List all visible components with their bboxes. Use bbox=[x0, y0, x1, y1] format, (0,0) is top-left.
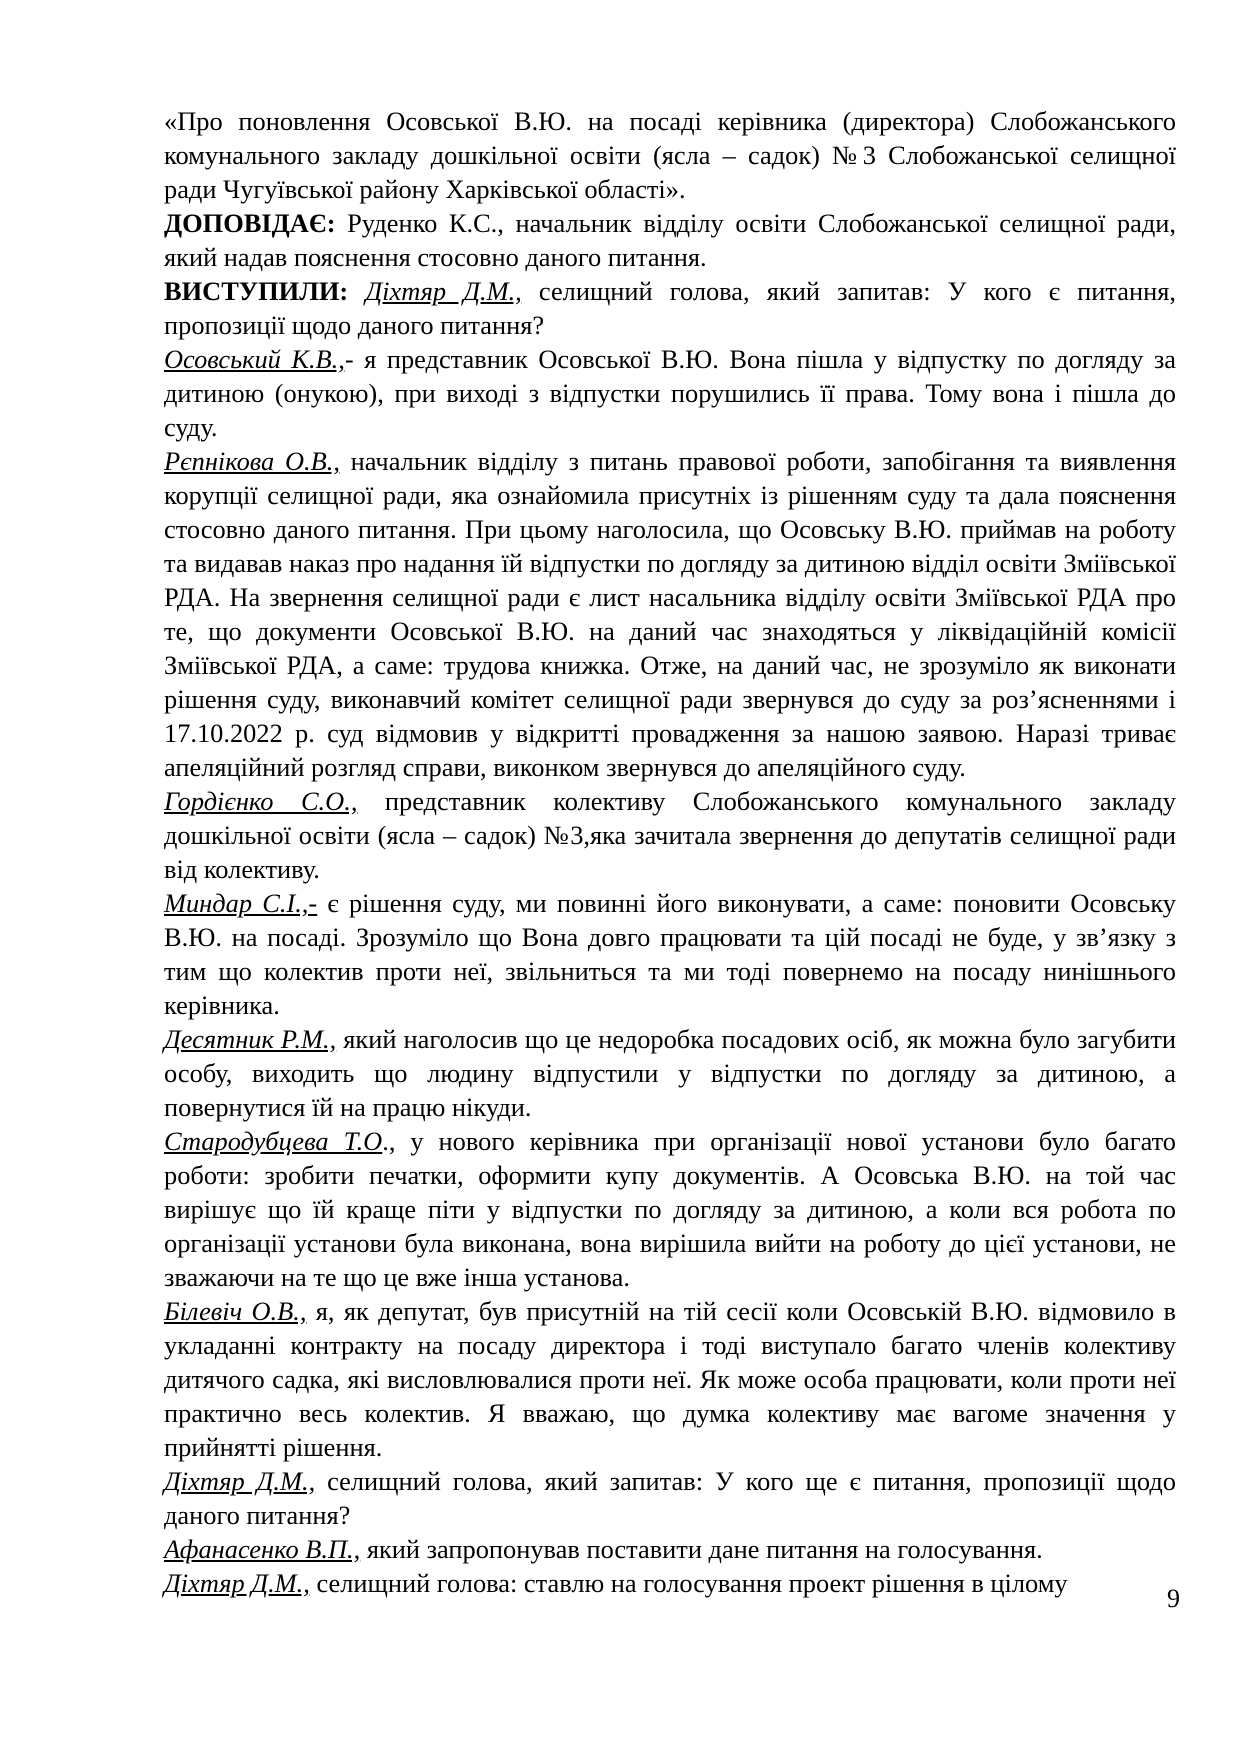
paragraph-speaker: Діхтяр Д.М., селищний голова: ставлю на голосування проект рішення в цілому bbox=[164, 1568, 1068, 1598]
speaker-name: Діхтяр Д.М., bbox=[365, 276, 522, 306]
label-speakers: ВИСТУПИЛИ: bbox=[164, 276, 366, 306]
paragraph-speakers-header: ВИСТУПИЛИ: Діхтяр Д.М., селищний голова, який запитав: У кого є питання, пропозиції щодо даного питання? bbox=[164, 276, 1176, 340]
paragraph-speaker: Десятник Р.М., який наголосив що це недоробка посадових осіб, як можна було загубити особу, виходить що людину відпустили у відпустки по догляду за дитиною, а повернутися їй на працю нікуди. bbox=[164, 1024, 1176, 1122]
speaker-name: Десятник Р.М., bbox=[164, 1024, 337, 1054]
speaker-name: Осовський К.В., bbox=[164, 344, 345, 374]
speaker-name: Гордієнко С.О., bbox=[164, 786, 358, 816]
paragraph-speaker: Гордієнко С.О., представник колективу Слобожанського комунального закладу дошкільної освіти (ясла – садок) №3,яка зачитала звернення до депутатів селищної ради від колективу. bbox=[164, 786, 1176, 884]
page-number: 9 bbox=[1167, 1584, 1180, 1613]
speaker-name: Миндар С.І.,- bbox=[164, 888, 318, 918]
paragraph-speaker: Рєпнікова О.В., начальник відділу з питань правової роботи, запобігання та виявлення корупції селищної ради, яка ознайомила присутніх із рішенням суду та дала пояснення стосовно даного питання. При цьому наголосила, що Осовську В.Ю. приймав на роботу та видавав наказ про надання їй відпустки по догляду за дитиною відділ освіти Зміївської РДА. На звернення селищної ради є лист насальника відділу освіти Зміївської РДА про те, що документи Осовської В.Ю. на даний час знаходяться у ліквідаційній комісії Зміївської РДА, а саме: трудова книжка. Отже, на даний час, не зрозуміло як виконати рішення суду, виконавчий комітет селищної ради звернувся до суду за роз’ясненнями і 17.10.2022 р. суд відмовив у відкритті провадження за нашою заявою. Наразі триває апеляційний розгляд справи, виконком звернувся до апеляційного суду. bbox=[164, 446, 1176, 782]
speaker-name: Стародубцева Т.О bbox=[164, 1126, 383, 1156]
speaker-name: Діхтяр Д.М., bbox=[164, 1466, 316, 1496]
speaker-name: Діхтяр Д.М., bbox=[164, 1568, 310, 1598]
speaker-name: Білевіч О.В., bbox=[164, 1296, 307, 1326]
paragraph-speaker: Стародубцева Т.О., у нового керівника при організації нової установи було багато роботи: зробити печатки, оформити купу документів. А Осовська В.Ю. на той час вирішує що їй краще піти у відпустки по догляду за дитиною, а коли вся робота по організації установи була виконана, вона вирішила вийти на роботу до цієї установи, не зважаючи на те що це вже інша установа. bbox=[164, 1126, 1176, 1292]
paragraph-speaker: Миндар С.І.,- є рішення суду, ми повинні його виконувати, а саме: поновити Осовську В.Ю. на посаді. Зрозуміло що Вона довго працювати та цій посаді не буде, у зв’язку з тим що колектив проти неї, звільниться та ми тоді повернемо на посаду нинішнього керівника. bbox=[164, 888, 1176, 1020]
label-reporting: ДОПОВІДАЄ: bbox=[164, 208, 348, 238]
paragraph-speaker: Афанасенко В.П., який запропонував поставити дане питання на голосування. bbox=[164, 1534, 1043, 1564]
paragraph-agenda-item: «Про поновлення Осовської В.Ю. на посаді керівника (директора) Слобожанського комунального закладу дошкільної освіти (ясла – садок) №3 Слобожанської селищної ради Чугуївської району Харківської області». bbox=[164, 106, 1176, 204]
speaker-name: Афанасенко В.П., bbox=[164, 1534, 361, 1564]
paragraph-reporter: ДОПОВІДАЄ: Руденко К.С., начальник відділу освіти Слобожанської селищної ради, який надав пояснення стосовно даного питання. bbox=[164, 208, 1176, 272]
paragraph-speaker: Діхтяр Д.М., селищний голова, який запитав: У кого ще є питання, пропозиції щодо даного питання? bbox=[164, 1466, 1176, 1530]
paragraph-speaker: Білевіч О.В., я, як депутат, був присутній на тій сесії коли Осовській В.Ю. відмовило в укладанні контракту на посаду директора і тоді виступало багато членів колективу дитячого садка, які висловлювалися проти неї. Як може особа працювати, коли проти неї практично весь колектив. Я вважаю, що думка колективу має вагоме значення у прийнятті рішення. bbox=[164, 1296, 1176, 1462]
paragraph-speaker: Осовський К.В.,- я представник Осовської В.Ю. Вона пішла у відпустку по догляду за дитиною (онукою), при виході з відпустки порушились її права. Тому вона і пішла до суду. bbox=[164, 344, 1176, 442]
document-body bbox=[164, 104, 1176, 1600]
speaker-name: Рєпнікова О.В., bbox=[164, 446, 340, 476]
